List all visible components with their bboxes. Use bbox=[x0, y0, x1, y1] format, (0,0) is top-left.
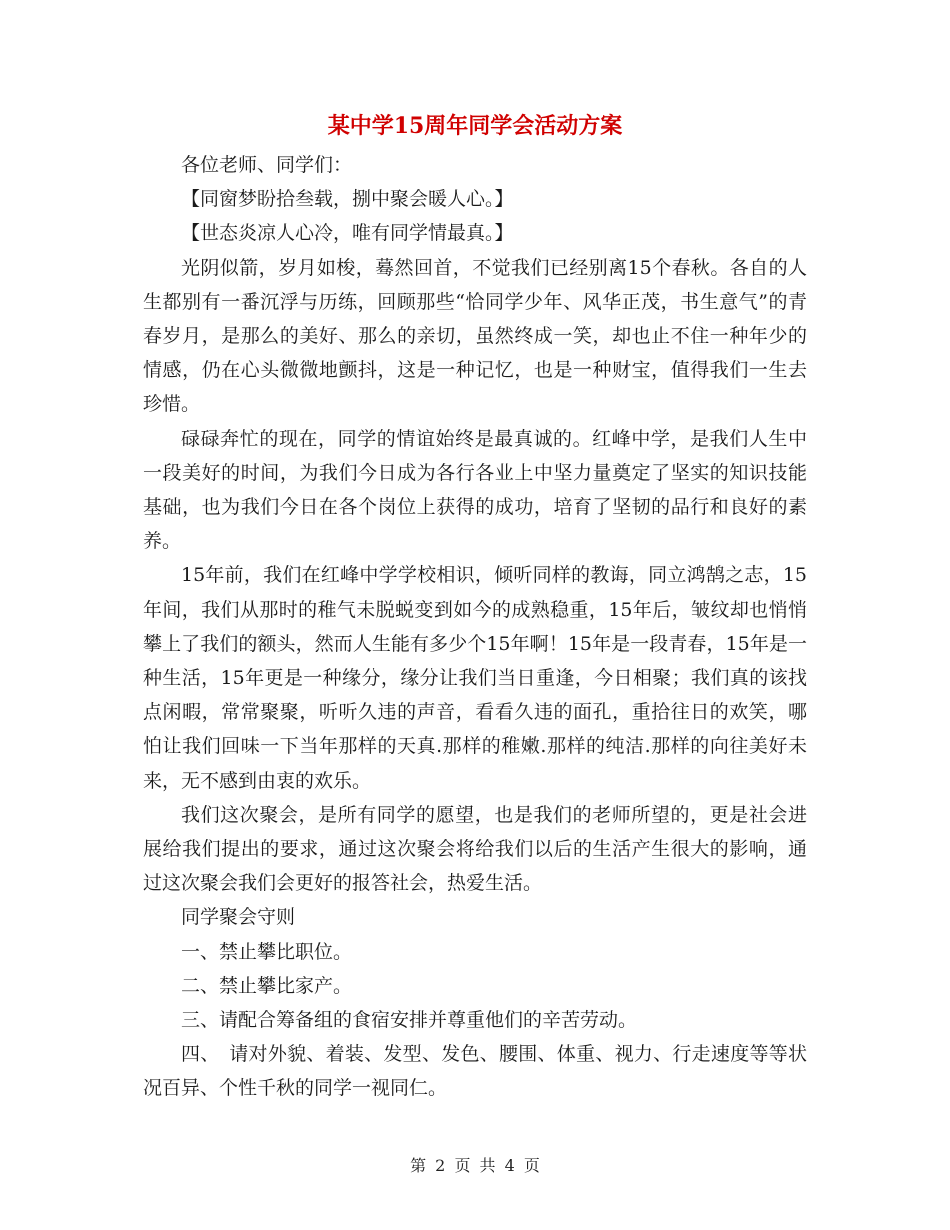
paragraph-greeting: 各位老师、同学们： bbox=[181, 154, 353, 176]
paragraph-couplet-1: 【同窗梦盼拾叁载，捌中聚会暖人心。】 bbox=[181, 188, 514, 211]
rule-item-4: 四、 请对外貌、着装、发型、发色、腰围、体重、视力、行走速度等等状况百异、个性千秋的同学一视同仁。 bbox=[143, 1043, 807, 1100]
paragraph-friendship: 碌碌奔忙的现在，同学的情谊始终是最真诚的。红峰中学，是我们人生中一段美好的时间，为我们今日成为各行各业上中坚力量奠定了坚实的知识技能基础，也为我们今日在各个岗位上获得的成功，培育了坚韧的品行和良好的素养。 bbox=[143, 427, 807, 553]
rule-item-1: 一、禁止攀比职位。 bbox=[181, 940, 353, 963]
paragraph-intro: 光阴似箭，岁月如梭，蓦然回首，不觉我们已经别离15个春秋。各自的人生都别有一番沉浮与历练，回顾那些“恰同学少年、风华正茂，书生意气”的青春岁月，是那么的美好、那么的亲切，虽然终成一笑，却也止不住一种年少的情感，仍在心头微微地颤抖，这是一种记忆，也是一种财宝，值得我们一生去珍惜。 bbox=[143, 256, 807, 416]
rule-item-2: 二、禁止攀比家产。 bbox=[181, 974, 353, 997]
rules-heading: 同学聚会守则 bbox=[181, 906, 296, 929]
paragraph-purpose: 我们这次聚会，是所有同学的愿望，也是我们的老师所望的，更是社会进展给我们提出的要求，通过这次聚会将给我们以后的生活产生很大的影响，通过这次聚会我们会更好的报答社会，热爱生活。 bbox=[143, 803, 807, 895]
page-number-footer: 第 2 页 共 4 页 bbox=[410, 1156, 540, 1175]
document-body bbox=[143, 148, 807, 1106]
paragraph-couplet-2: 【世态炎凉人心冷，唯有同学情最真。】 bbox=[181, 222, 514, 245]
rule-item-3: 三、请配合筹备组的食宿安排并尊重他们的辛苦劳动。 bbox=[181, 1009, 638, 1032]
paragraph-fifteen-years: 15年前，我们在红峰中学学校相识，倾听同样的教诲，同立鸿鹄之志，15年间，我们从那时的稚气未脱蜕变到如今的成熟稳重，15年后，皱纹却也悄悄攀上了我们的额头，然而人生能有多少个15年啊！15年是一段青春，15年是一种生活，15年更是一种缘分，缘分让我们当日重逢，今日相聚；我们真的该找点闲暇，常常聚聚，听听久违的声音，看看久违的面孔，重拾往日的欢笑，哪怕让我们回味一下当年那样的天真.那样的稚嫩.那样的纯洁.那样的向往美好未来，无不感到由衷的欢乐。 bbox=[143, 564, 807, 792]
document-title: 某中学15周年同学会活动方案 bbox=[327, 113, 623, 139]
